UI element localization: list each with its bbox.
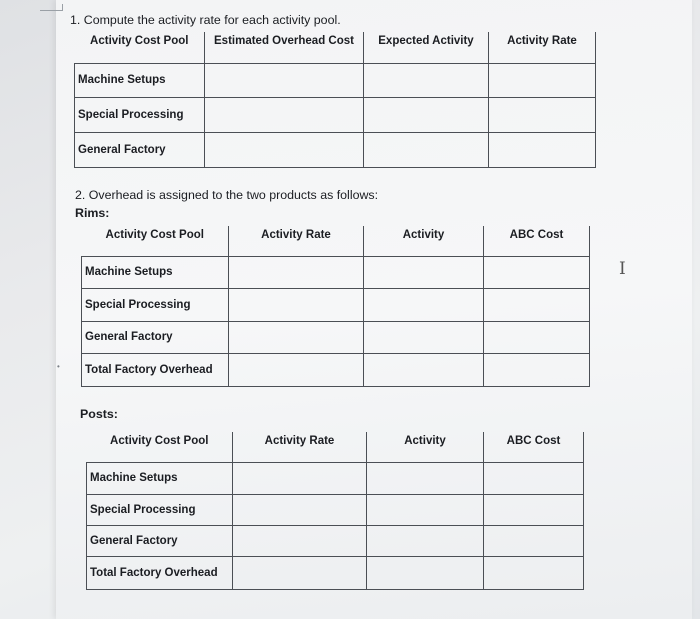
posts-label: Posts: bbox=[80, 407, 118, 421]
header-abc-cost: ABC Cost bbox=[484, 226, 590, 256]
estimated-overhead-cell[interactable] bbox=[205, 132, 364, 167]
activity-rate-table bbox=[74, 32, 596, 168]
abc-cost-cell[interactable] bbox=[484, 256, 590, 288]
text-cursor-icon: I bbox=[619, 259, 626, 279]
activity-cell[interactable] bbox=[367, 556, 484, 589]
activity-cell[interactable] bbox=[364, 256, 484, 288]
row-label-special-processing: Special Processing bbox=[87, 494, 233, 525]
activity-cell[interactable] bbox=[364, 288, 484, 321]
abc-cost-cell[interactable] bbox=[484, 494, 584, 525]
activity-rate-cell[interactable] bbox=[229, 256, 364, 288]
activity-rate-cell[interactable] bbox=[233, 556, 367, 589]
header-estimated-overhead-cost: Estimated Overhead Cost bbox=[205, 32, 364, 63]
activity-cell[interactable] bbox=[364, 321, 484, 353]
table-edge-stub bbox=[40, 4, 63, 11]
bullet-mark-icon: • bbox=[57, 362, 60, 371]
activity-cell[interactable] bbox=[364, 353, 484, 386]
rims-label: Rims: bbox=[75, 206, 110, 220]
abc-cost-cell[interactable] bbox=[484, 525, 584, 556]
header-activity-rate: Activity Rate bbox=[233, 432, 367, 462]
rims-abc-table bbox=[81, 226, 590, 387]
activity-rate-cell[interactable] bbox=[229, 321, 364, 353]
header-activity-cost-pool: Activity Cost Pool bbox=[82, 226, 229, 256]
activity-cell[interactable] bbox=[367, 462, 484, 494]
header-activity-rate: Activity Rate bbox=[229, 226, 364, 256]
expected-activity-cell[interactable] bbox=[364, 97, 489, 132]
header-activity: Activity bbox=[364, 226, 484, 256]
expected-activity-cell[interactable] bbox=[364, 63, 489, 97]
activity-cell[interactable] bbox=[367, 525, 484, 556]
header-activity-cost-pool: Activity Cost Pool bbox=[87, 432, 233, 462]
header-abc-cost: ABC Cost bbox=[484, 432, 584, 462]
row-label-machine-setups: Machine Setups bbox=[82, 256, 229, 288]
estimated-overhead-cell[interactable] bbox=[205, 63, 364, 97]
activity-rate-cell[interactable] bbox=[233, 462, 367, 494]
row-label-special-processing: Special Processing bbox=[82, 288, 229, 321]
activity-rate-cell[interactable] bbox=[489, 132, 596, 167]
row-label-special-processing: Special Processing bbox=[75, 97, 205, 132]
posts-abc-table bbox=[86, 432, 584, 590]
activity-rate-cell[interactable] bbox=[489, 63, 596, 97]
question-1-title: 1. Compute the activity rate for each activity pool. bbox=[70, 13, 341, 27]
question-2-title: 2. Overhead is assigned to the two products as follows: bbox=[75, 188, 379, 202]
header-activity-rate: Activity Rate bbox=[489, 32, 596, 63]
header-activity: Activity bbox=[367, 432, 484, 462]
activity-rate-cell[interactable] bbox=[233, 494, 367, 525]
row-label-general-factory: General Factory bbox=[82, 321, 229, 353]
activity-cell[interactable] bbox=[367, 494, 484, 525]
abc-cost-cell[interactable] bbox=[484, 288, 590, 321]
row-label-total-factory-overhead: Total Factory Overhead bbox=[87, 556, 233, 589]
estimated-overhead-cell[interactable] bbox=[205, 97, 364, 132]
abc-cost-cell[interactable] bbox=[484, 321, 590, 353]
activity-rate-cell[interactable] bbox=[489, 97, 596, 132]
expected-activity-cell[interactable] bbox=[364, 132, 489, 167]
abc-cost-cell[interactable] bbox=[484, 462, 584, 494]
row-label-machine-setups: Machine Setups bbox=[75, 63, 205, 97]
abc-cost-cell[interactable] bbox=[484, 556, 584, 589]
header-expected-activity: Expected Activity bbox=[364, 32, 489, 63]
abc-cost-cell[interactable] bbox=[484, 353, 590, 386]
row-label-machine-setups: Machine Setups bbox=[87, 462, 233, 494]
activity-rate-cell[interactable] bbox=[229, 353, 364, 386]
row-label-general-factory: General Factory bbox=[87, 525, 233, 556]
activity-rate-cell[interactable] bbox=[229, 288, 364, 321]
row-label-total-factory-overhead: Total Factory Overhead bbox=[82, 353, 229, 386]
activity-rate-cell[interactable] bbox=[233, 525, 367, 556]
row-label-general-factory: General Factory bbox=[75, 132, 205, 167]
header-activity-cost-pool: Activity Cost Pool bbox=[75, 32, 205, 63]
